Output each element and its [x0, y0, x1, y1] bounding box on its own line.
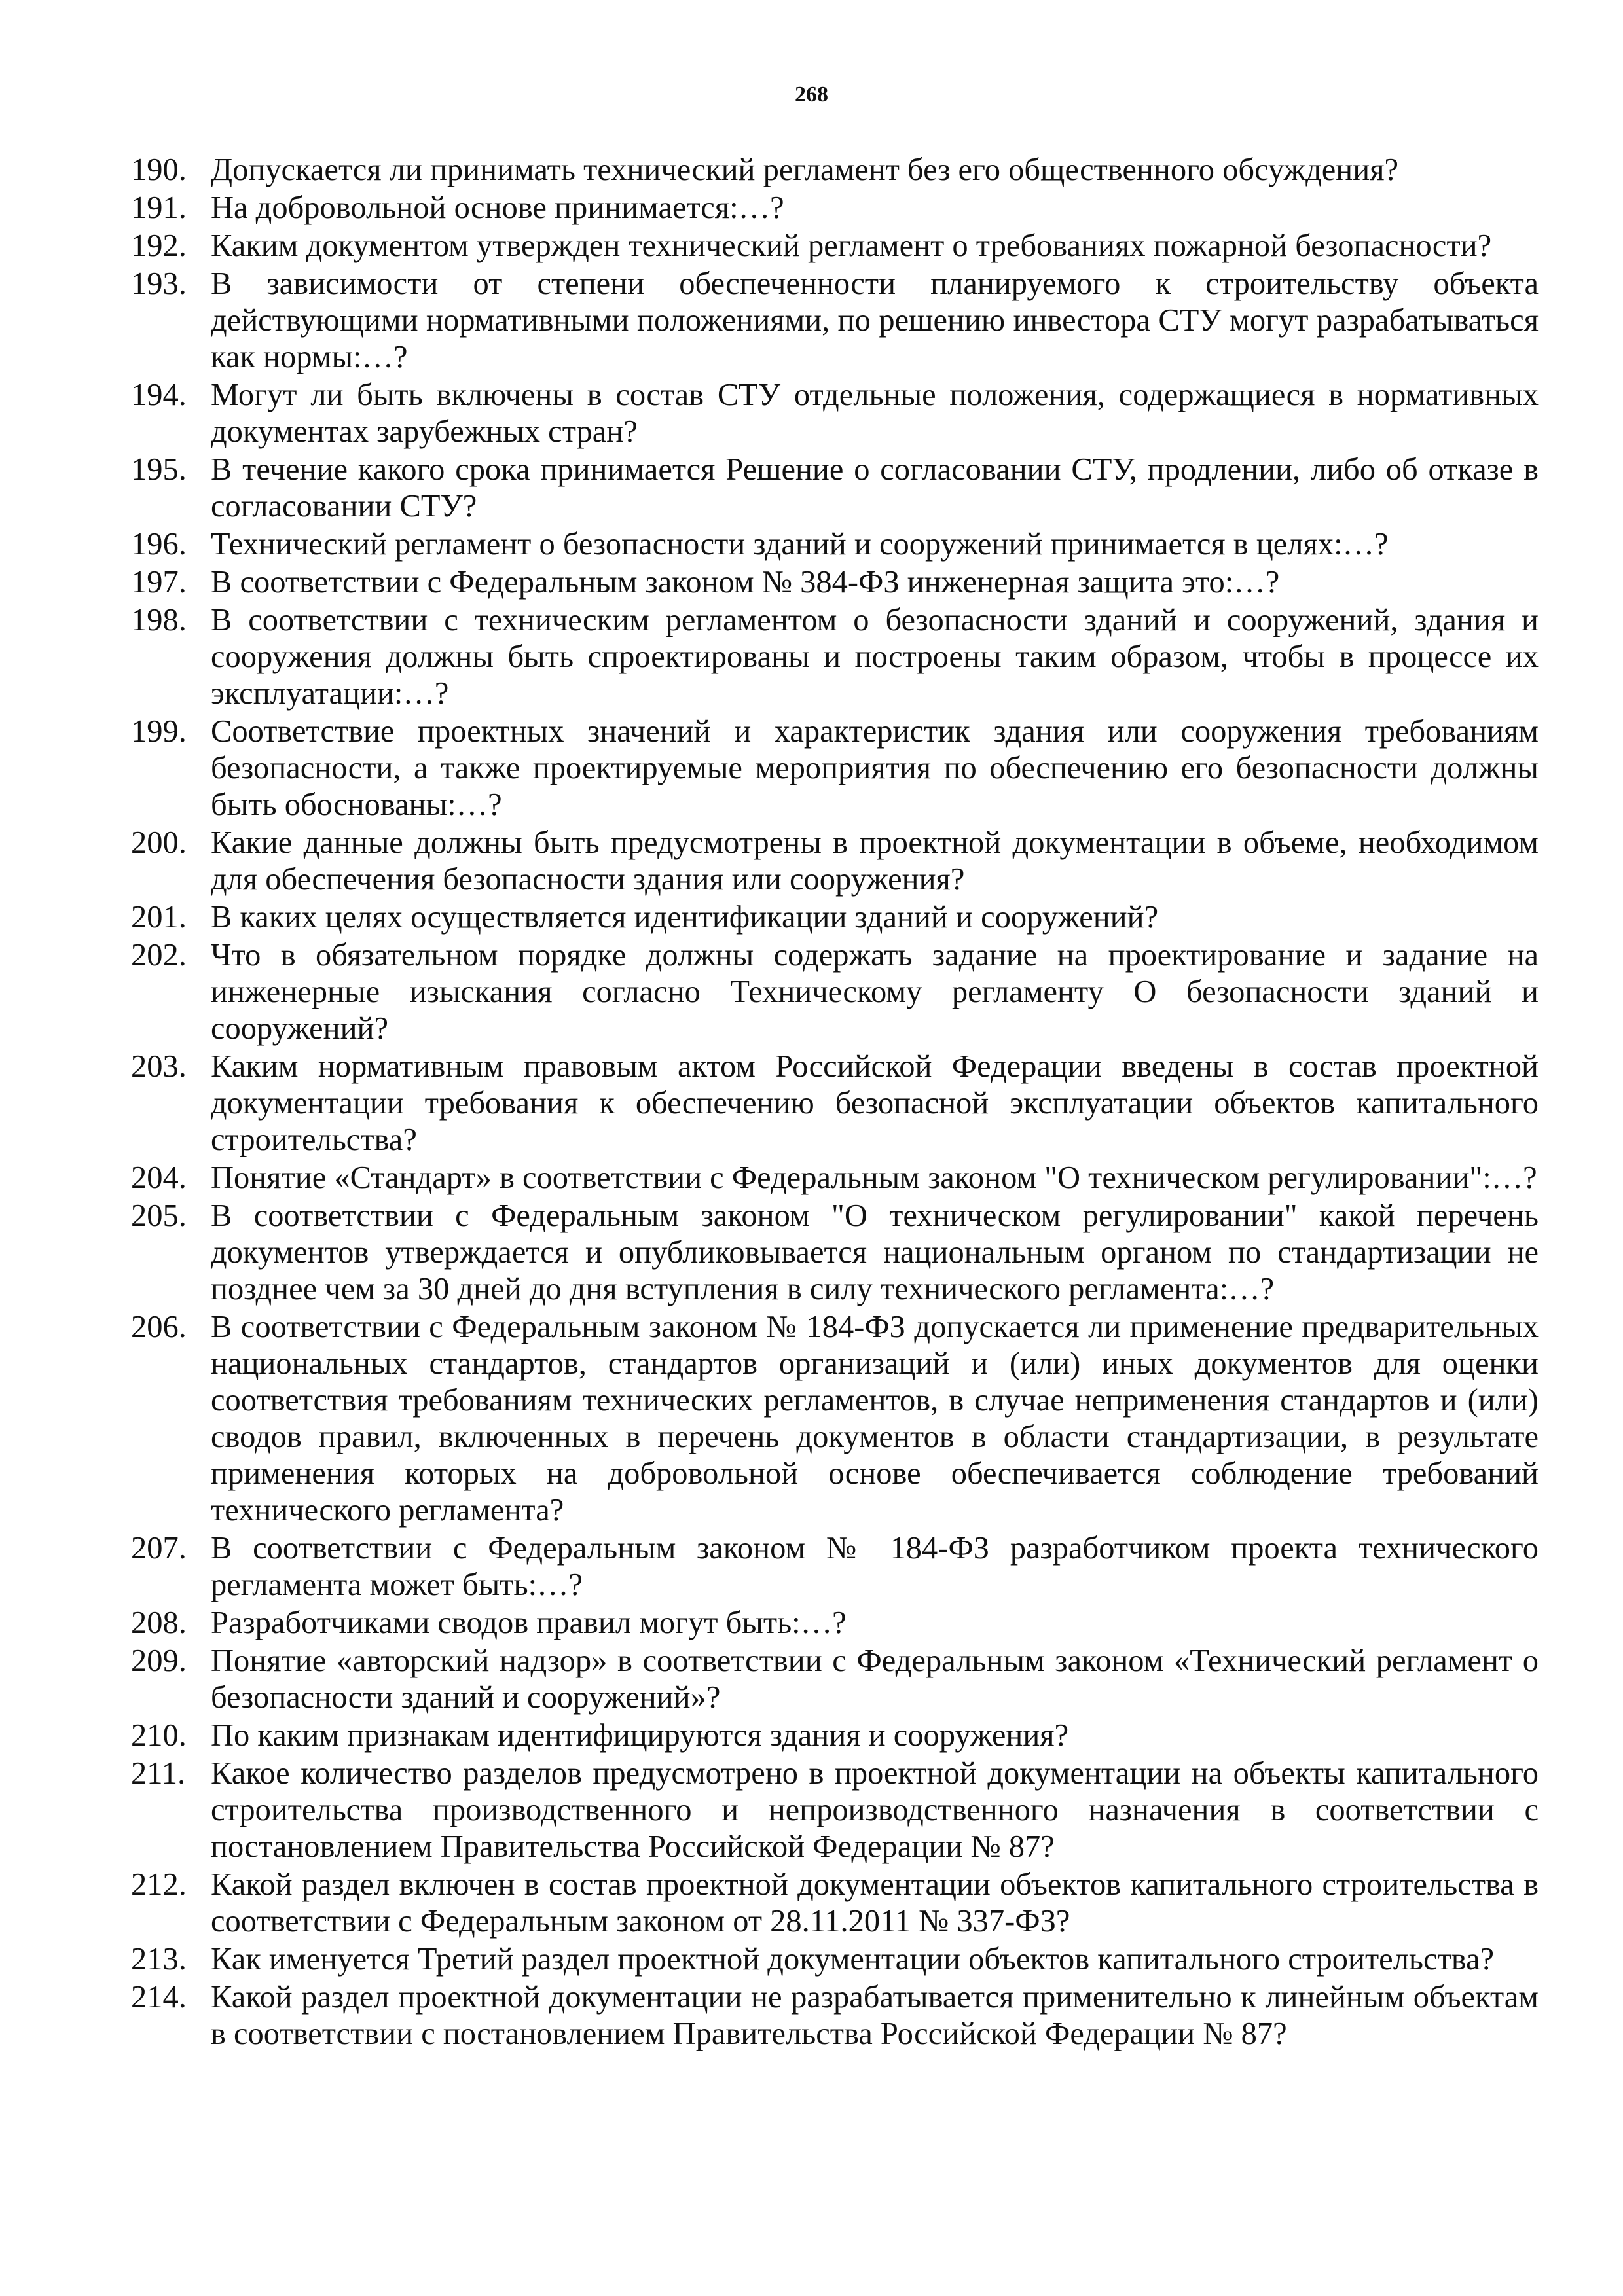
- question-text: Понятие «авторский надзор» в соответствии с Федеральным законом «Технический регламент о безопасности зданий и сооружений»?: [211, 1643, 1539, 1715]
- question-number: 214.: [131, 1980, 187, 2015]
- question-text: Какие данные должны быть предусмотрены в проектной документации в объеме, необходимом для обеспечения безопасности здания или сооружения?: [211, 825, 1539, 897]
- question-item: [131, 1755, 1539, 1865]
- question-list: [131, 152, 1539, 2054]
- question-text: В соответствии с Федеральным законом № 384-ФЗ инженерная защита это:…?: [211, 565, 1280, 600]
- question-number: 205.: [131, 1198, 187, 1233]
- question-number: 193.: [131, 266, 187, 301]
- question-item: [131, 1941, 1539, 1978]
- question-number: 200.: [131, 825, 187, 860]
- question-text: В соответствии с техническим регламентом о безопасности зданий и сооружений, здания и сооружения должны быть спроектированы и построены таким образом, чтобы в процессе их эксплуатации:…?: [211, 603, 1539, 711]
- question-text: Могут ли быть включены в состав СТУ отдельные положения, содержащиеся в нормативных документах зарубежных стран?: [211, 378, 1539, 449]
- question-item: [131, 937, 1539, 1047]
- question-text: В соответствии с Федеральным законом № 184-ФЗ разработчиком проекта технического регламента может быть:…?: [211, 1531, 1539, 1602]
- question-item: [131, 1643, 1539, 1716]
- question-number: 196.: [131, 527, 187, 562]
- question-number: 202.: [131, 938, 187, 973]
- question-text: Соответствие проектных значений и характеристик здания или сооружения требованиям безопасности, а также проектируемые мероприятия по обеспечению его безопасности должны быть обоснованы:…?: [211, 714, 1539, 822]
- question-item: [131, 825, 1539, 898]
- page-number: 268: [795, 82, 828, 107]
- question-number: 206.: [131, 1310, 187, 1344]
- question-item: [131, 1049, 1539, 1158]
- question-item: [131, 1605, 1539, 1641]
- question-number: 209.: [131, 1643, 187, 1678]
- question-text: Технический регламент о безопасности зданий и сооружений принимается в целях:…?: [211, 527, 1389, 562]
- question-text: Что в обязательном порядке должны содержать задание на проектирование и задание на инженерные изыскания согласно Техническому регламенту О безопасности зданий и сооружений?: [211, 938, 1539, 1046]
- question-item: [131, 713, 1539, 823]
- question-item: [131, 452, 1539, 525]
- question-text: Понятие «Стандарт» в соответствии с Федеральным законом "О техническом регулировании":…?: [211, 1160, 1537, 1195]
- question-text: Какой раздел проектной документации не разрабатывается применительно к линейным объектам в соответствии с постановлением Правительства Российской Федерации № 87?: [211, 1980, 1539, 2051]
- question-number: 213.: [131, 1942, 187, 1977]
- question-number: 201.: [131, 900, 187, 935]
- question-text: В соответствии с Федеральным законом "О техническом регулировании" какой перечень документов утверждается и опубликовывается национальным органом по стандартизации не позднее чем за 30 дней до дня вступления в силу технического регламента:…?: [211, 1198, 1539, 1306]
- question-number: 208.: [131, 1605, 187, 1640]
- question-number: 203.: [131, 1049, 187, 1084]
- question-item: [131, 1160, 1539, 1196]
- question-item: [131, 152, 1539, 188]
- question-number: 192.: [131, 228, 187, 263]
- question-item: [131, 266, 1539, 376]
- question-text: В каких целях осуществляется идентификации зданий и сооружений?: [211, 900, 1159, 935]
- question-number: 199.: [131, 714, 187, 749]
- question-number: 190.: [131, 152, 187, 187]
- question-text: По каким признакам идентифицируются здания и сооружения?: [211, 1718, 1069, 1753]
- question-item: [131, 526, 1539, 563]
- question-number: 211.: [131, 1756, 186, 1791]
- question-number: 194.: [131, 378, 187, 412]
- question-text: Допускается ли принимать технический регламент без его общественного обсуждения?: [211, 152, 1399, 187]
- question-number: 197.: [131, 565, 187, 600]
- question-item: [131, 1309, 1539, 1529]
- question-number: 195.: [131, 452, 187, 487]
- question-number: 198.: [131, 603, 187, 637]
- question-item: [131, 602, 1539, 712]
- question-item: [131, 1530, 1539, 1604]
- question-item: [131, 1867, 1539, 1940]
- question-text: Какое количество разделов предусмотрено в проектной документации на объекты капитального строительства производственного и непроизводственного назначения в соответствии с постановлением Правительства Российской Федерации № 87?: [211, 1756, 1539, 1864]
- question-item: [131, 899, 1539, 936]
- question-text: Как именуется Третий раздел проектной документации объектов капитального строительства?: [211, 1942, 1495, 1977]
- question-text: Разработчиками сводов правил могут быть:…?: [211, 1605, 847, 1640]
- question-number: 210.: [131, 1718, 187, 1753]
- question-text: В течение какого срока принимается Решение о согласовании СТУ, продлении, либо об отказе в согласовании СТУ?: [211, 452, 1539, 524]
- question-text: В зависимости от степени обеспеченности планируемого к строительству объекта действующими нормативными положениями, по решению инвестора СТУ могут разрабатываться как нормы:…?: [211, 266, 1539, 374]
- question-item: [131, 377, 1539, 450]
- question-item: [131, 1717, 1539, 1754]
- question-number: 204.: [131, 1160, 187, 1195]
- question-text: Каким нормативным правовым актом Российской Федерации введены в состав проектной документации требования к обеспечению безопасной эксплуатации объектов капитального строительства?: [211, 1049, 1539, 1157]
- question-text: В соответствии с Федеральным законом № 184-ФЗ допускается ли применение предварительных национальных стандартов, стандартов организаций и (или) иных документов для оценки соответствия требованиям технических регламентов, в случае неприменения стандартов и (или) сводов правил, включенных в перечень документов в области стандартизации, в результате применения которых на добровольной основе обеспечивается соблюдение требований технического регламента?: [211, 1310, 1539, 1528]
- question-item: [131, 190, 1539, 226]
- question-number: 207.: [131, 1531, 187, 1566]
- question-item: [131, 1979, 1539, 2053]
- question-item: [131, 1198, 1539, 1308]
- question-item: [131, 564, 1539, 601]
- question-text: На добровольной основе принимается:…?: [211, 190, 784, 225]
- question-item: [131, 228, 1539, 264]
- question-text: Какой раздел включен в состав проектной документации объектов капитального строительства в соответствии с Федеральным законом от 28.11.2011 № 337-ФЗ?: [211, 1867, 1539, 1939]
- question-text: Каким документом утвержден технический регламент о требованиях пожарной безопасности?: [211, 228, 1492, 263]
- question-number: 212.: [131, 1867, 187, 1902]
- question-number: 191.: [131, 190, 187, 225]
